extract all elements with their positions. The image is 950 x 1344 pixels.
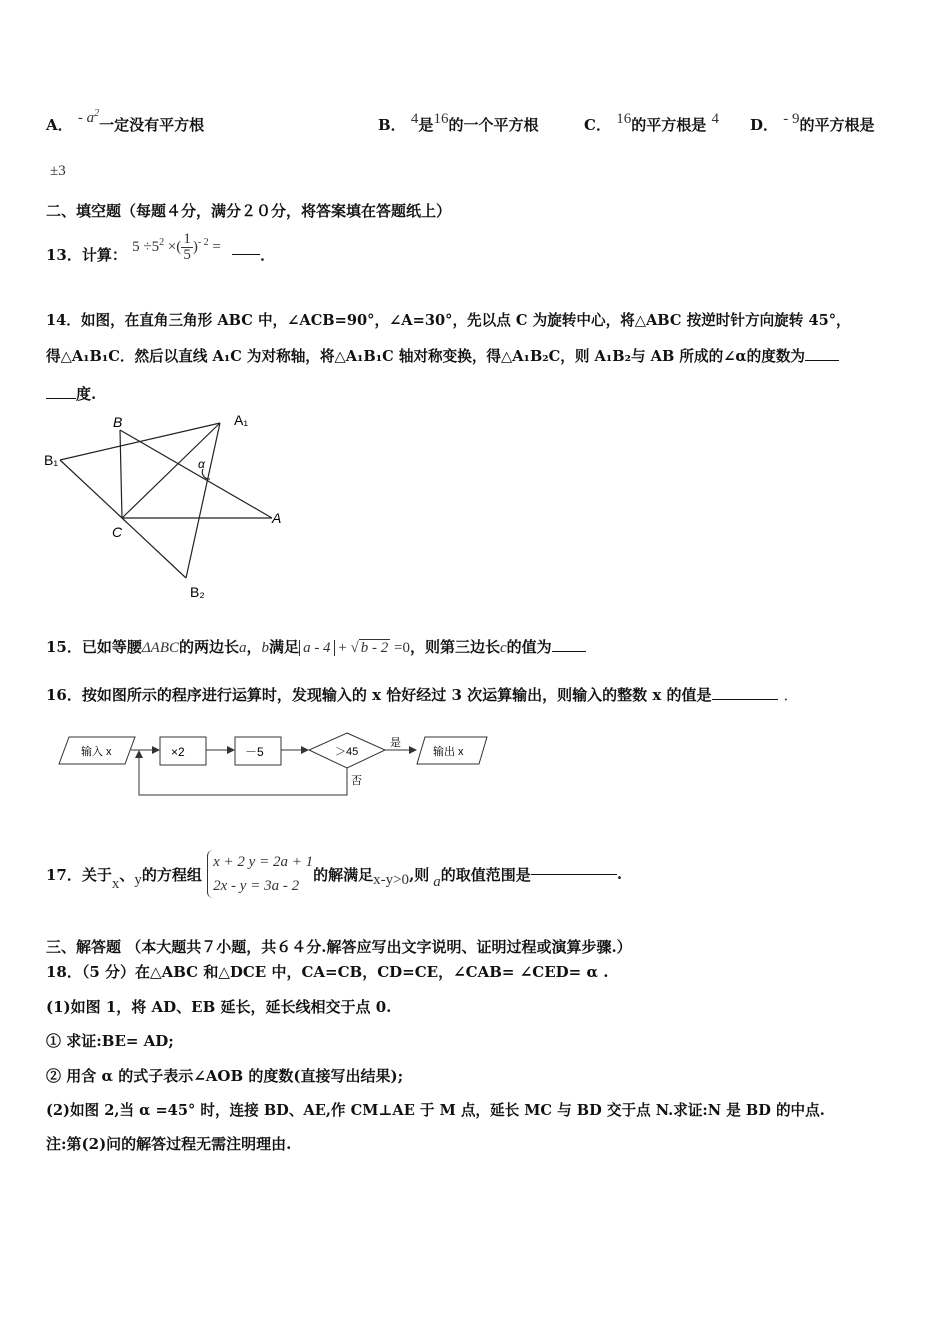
q18-line-5: (2)如图 2,当 α =45° 时，连接 BD、AE,作 CM⊥AE 于 M 点，延长 MC 与 BD 交于点 N.求证:N 是 BD 的中点. (46, 1102, 825, 1119)
q17 (46, 850, 622, 906)
flow-cond-text: ＞45 (335, 746, 359, 758)
fig-label-c: C (112, 524, 123, 540)
q13-expr-sup2: - 2 (197, 236, 209, 248)
q13-expr-a: 5 ÷5 (132, 238, 160, 255)
seg-b1-c (60, 460, 122, 518)
q14-line-3-end: 度. (76, 385, 97, 403)
q16-flowchart (55, 728, 495, 800)
flow-output-text: 输出 x (433, 746, 464, 758)
q17-t5: 的取值范围是 (440, 865, 531, 884)
q12-b-n2: 16 (433, 111, 449, 127)
q12-option-d (750, 111, 875, 135)
q15-t2: 的两边长 (179, 638, 240, 656)
q17-answer-blank[interactable] (531, 874, 617, 875)
q13-frac-num: 1 (183, 231, 191, 247)
q13-end: ． (260, 246, 276, 264)
q17-t2: 的方程组 (141, 865, 202, 884)
flow-mul-text: ×2 (171, 745, 185, 759)
q17-eq1: x + 2 y = 2a + 1 (213, 854, 314, 870)
q12-b-label: B． (378, 116, 406, 134)
q18-line-1: 18．（5 分）在△ABC 和△DCE 中，CA=CB，CD=CE，∠CAB= ∠CED= α . (46, 963, 609, 981)
q16 (46, 684, 799, 705)
q12-b-text2: 的一个平方根 (448, 116, 539, 134)
q12-c-label: C． (584, 116, 611, 134)
fig-label-a1: A₁ (234, 412, 249, 428)
q12-c-n2: 4 (711, 111, 719, 127)
q13-label: 13．计算： (46, 246, 127, 264)
q13-fraction (181, 232, 193, 263)
q17-var-a: a (433, 873, 441, 890)
q17-sep: 、 (119, 865, 135, 884)
q14-line-2-text: 得△A₁B₁C．然后以直线 A₁C 为对称轴，将△A₁B₁C 轴对称变换，得△A₁B₂C，则 A₁B₂与 AB 所成的∠α的度数为 (46, 348, 806, 365)
q13-expr-sup: 2 (159, 236, 165, 248)
q15 (46, 636, 586, 657)
q17-t4: ,则 (409, 865, 430, 884)
section-3-title: 三、解答题 （本大题共７小题，共６４分.解答应写出文字说明、证明过程或演算步骤.） (46, 938, 632, 956)
seg-a1-b2 (186, 423, 220, 578)
q13 (46, 230, 275, 270)
fig-label-b: B (113, 414, 123, 430)
q18-line-3: ① 求证:BE= AD; (46, 1032, 174, 1050)
seg-b-c (120, 430, 122, 518)
q15-t3: 满足 (269, 638, 300, 656)
q13-expr-d: = (208, 238, 221, 255)
q12-b-n1: 4 (410, 111, 419, 127)
q17-t3: 的解满足 (313, 865, 374, 884)
q18-line-6: 注:第(2)问的解答过程无需注明理由. (46, 1135, 292, 1153)
q16-end: ． (783, 688, 799, 704)
q14-line-3 (46, 383, 96, 404)
q14-figure (40, 405, 300, 605)
q15-condition: a - 4 + √ b - 2 =0 (299, 639, 410, 656)
q13-expr-b: ×( (164, 238, 182, 255)
q14-line-2 (46, 345, 839, 366)
q14-answer-blank-cont[interactable] (46, 398, 76, 399)
flow-no-text: 否 (351, 775, 362, 787)
q17-var-x: x (111, 875, 120, 892)
flow-yes-text: 是 (390, 737, 401, 749)
fig-label-b1: B₁ (44, 452, 59, 468)
q17-condition: x-y>0 (373, 871, 410, 888)
q12-b-text1: 是 (418, 116, 434, 134)
q12-option-b (378, 111, 539, 135)
flow-input-text: 输入 x (81, 746, 112, 758)
q16-text: 16．按如图所示的程序进行运算时，发现输入的 x 恰好经过 3 次运算输出，则输入的整数 x 的值是 (46, 686, 712, 704)
q18-line-4: ② 用含 α 的式子表示∠AOB 的度数(直接写出结果); (46, 1067, 404, 1085)
q12-c-text1: 的平方根是 (631, 116, 707, 134)
q17-t1: 17．关于 (46, 865, 112, 884)
q15-abs: a - 4 (299, 640, 335, 656)
q17-eq2: 2x - y = 3a - 2 (213, 878, 300, 894)
q12-d-n: - 9 (783, 111, 800, 127)
q15-var-a: a (239, 640, 247, 656)
q15-triangle: ΔABC (141, 640, 180, 656)
fig-label-alpha: α (198, 457, 205, 471)
q12-a-text: 一定没有平方根 (99, 116, 205, 134)
q13-expr-c: ) (192, 238, 198, 255)
q15-comma: ， (246, 638, 262, 656)
q12-d-label: D． (750, 116, 779, 134)
fig-label-b2: B₂ (190, 584, 205, 600)
q15-sqrt: b - 2 (360, 640, 389, 656)
q15-plus: + (334, 640, 351, 656)
fig-label-a: A (272, 510, 282, 526)
q14-answer-blank[interactable] (805, 360, 839, 361)
q12-a-expr: - a (77, 110, 95, 126)
q12-a-sup: 2 (94, 108, 100, 119)
seg-b-a (120, 430, 272, 518)
seg-c-a1 (122, 423, 220, 518)
q18-line-2: (1)如图 1，将 AD、EB 延长，延长线相交于点 0. (46, 998, 392, 1016)
q15-var-b: b (261, 640, 270, 656)
q15-answer-blank[interactable] (552, 651, 586, 652)
q12-option-a (46, 108, 205, 135)
section-2-title: 二、填空题（每题４分，满分２０分，将答案填在答题纸上） (46, 202, 452, 220)
q15-var-c: c (500, 640, 507, 656)
q13-answer-blank[interactable] (232, 254, 260, 255)
q13-frac-den: 5 (183, 247, 191, 263)
q12-d-continuation: ±3 (50, 163, 66, 179)
q16-answer-blank[interactable] (712, 699, 778, 700)
q15-t5: 的值为 (506, 638, 552, 656)
q12-d-text: 的平方根是 (799, 116, 875, 134)
q15-t1: 15．已如等腰 (46, 638, 142, 656)
q17-equation-system (207, 850, 313, 898)
q12-option-c (584, 111, 719, 135)
seg-c-b2 (122, 518, 186, 578)
q15-eq: =0 (390, 640, 410, 656)
q12-c-n1: 16 (616, 111, 632, 127)
q17-var-y: y (134, 871, 142, 888)
q12-a-label: A． (46, 116, 73, 134)
seg-b1-a1 (60, 423, 220, 460)
q15-t4: ，则第三边长 (409, 638, 500, 656)
q17-end: . (616, 865, 623, 883)
flow-sub-text: －5 (245, 745, 264, 759)
q14-line-1: 14．如图，在直角三角形 ABC 中，∠ACB=90°，∠A=30°，先以点 C 为旋转中心，将△ABC 按逆时针方向旋转 45°， (46, 312, 851, 329)
q13-expression (132, 232, 221, 263)
